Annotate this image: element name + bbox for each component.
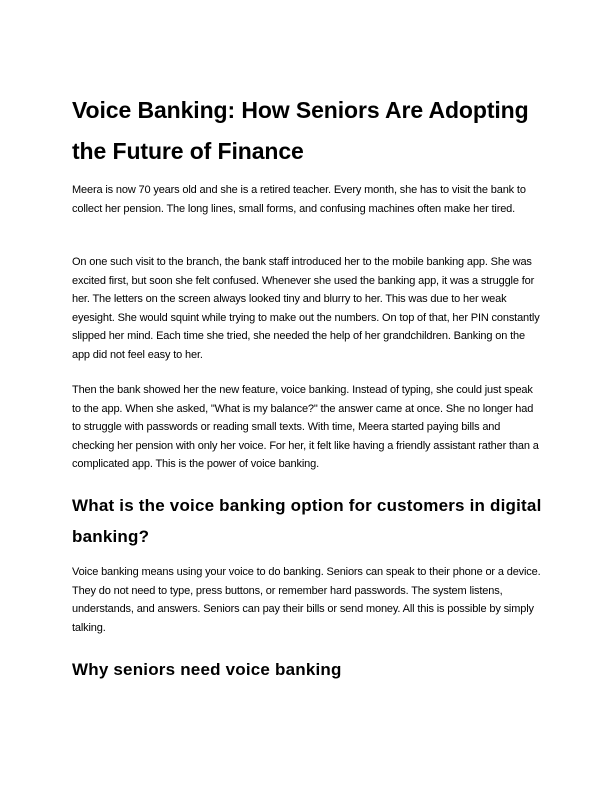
section-heading-what-is-voice-banking: What is the voice banking option for customers in digital banking? <box>72 496 542 546</box>
section-heading-why-seniors: Why seniors need voice banking <box>72 660 342 679</box>
voice-feature-paragraph: Then the bank showed her the new feature, voice banking. Instead of typing, she could just speak to the app. When she asked, "What is my balance?" the answer came at once. She no longer had to struggle with passwords or reading small texts. With time, Meera started paying bills and checking her pension with only her voice. For her, it felt like having a friendly assistant rather than a complicated app. This is the power of voice banking. <box>72 384 539 470</box>
section-body-what-is-voice-banking: Voice banking means using your voice to do banking. Seniors can speak to their phone or a device. They do not need to type, press buttons, or remember hard passwords. The system listens, understands, and answers. Seniors can pay their bills or send money. All this is possible by simply talking. <box>72 566 541 634</box>
document-title: Voice Banking: How Seniors Are Adopting the Future of Finance <box>72 97 529 164</box>
intro-paragraph: Meera is now 70 years old and she is a retired teacher. Every month, she has to visit the bank to collect her pension. The long lines, small forms, and confusing machines often make her tired. <box>72 184 526 215</box>
story-paragraph: On one such visit to the branch, the bank staff introduced her to the mobile banking app. She was excited first, but soon she felt confused. Whenever she used the banking app, it was a struggle for her. The letters on the screen always looked tiny and blurry to her. This was due to her weak eyesight. She would squint while trying to make out the numbers. On top of that, her PIN constantly slipped her mind. Each time she tried, she needed the help of her grandchildren. Banking on the app did not feel easy to her. <box>72 256 540 361</box>
